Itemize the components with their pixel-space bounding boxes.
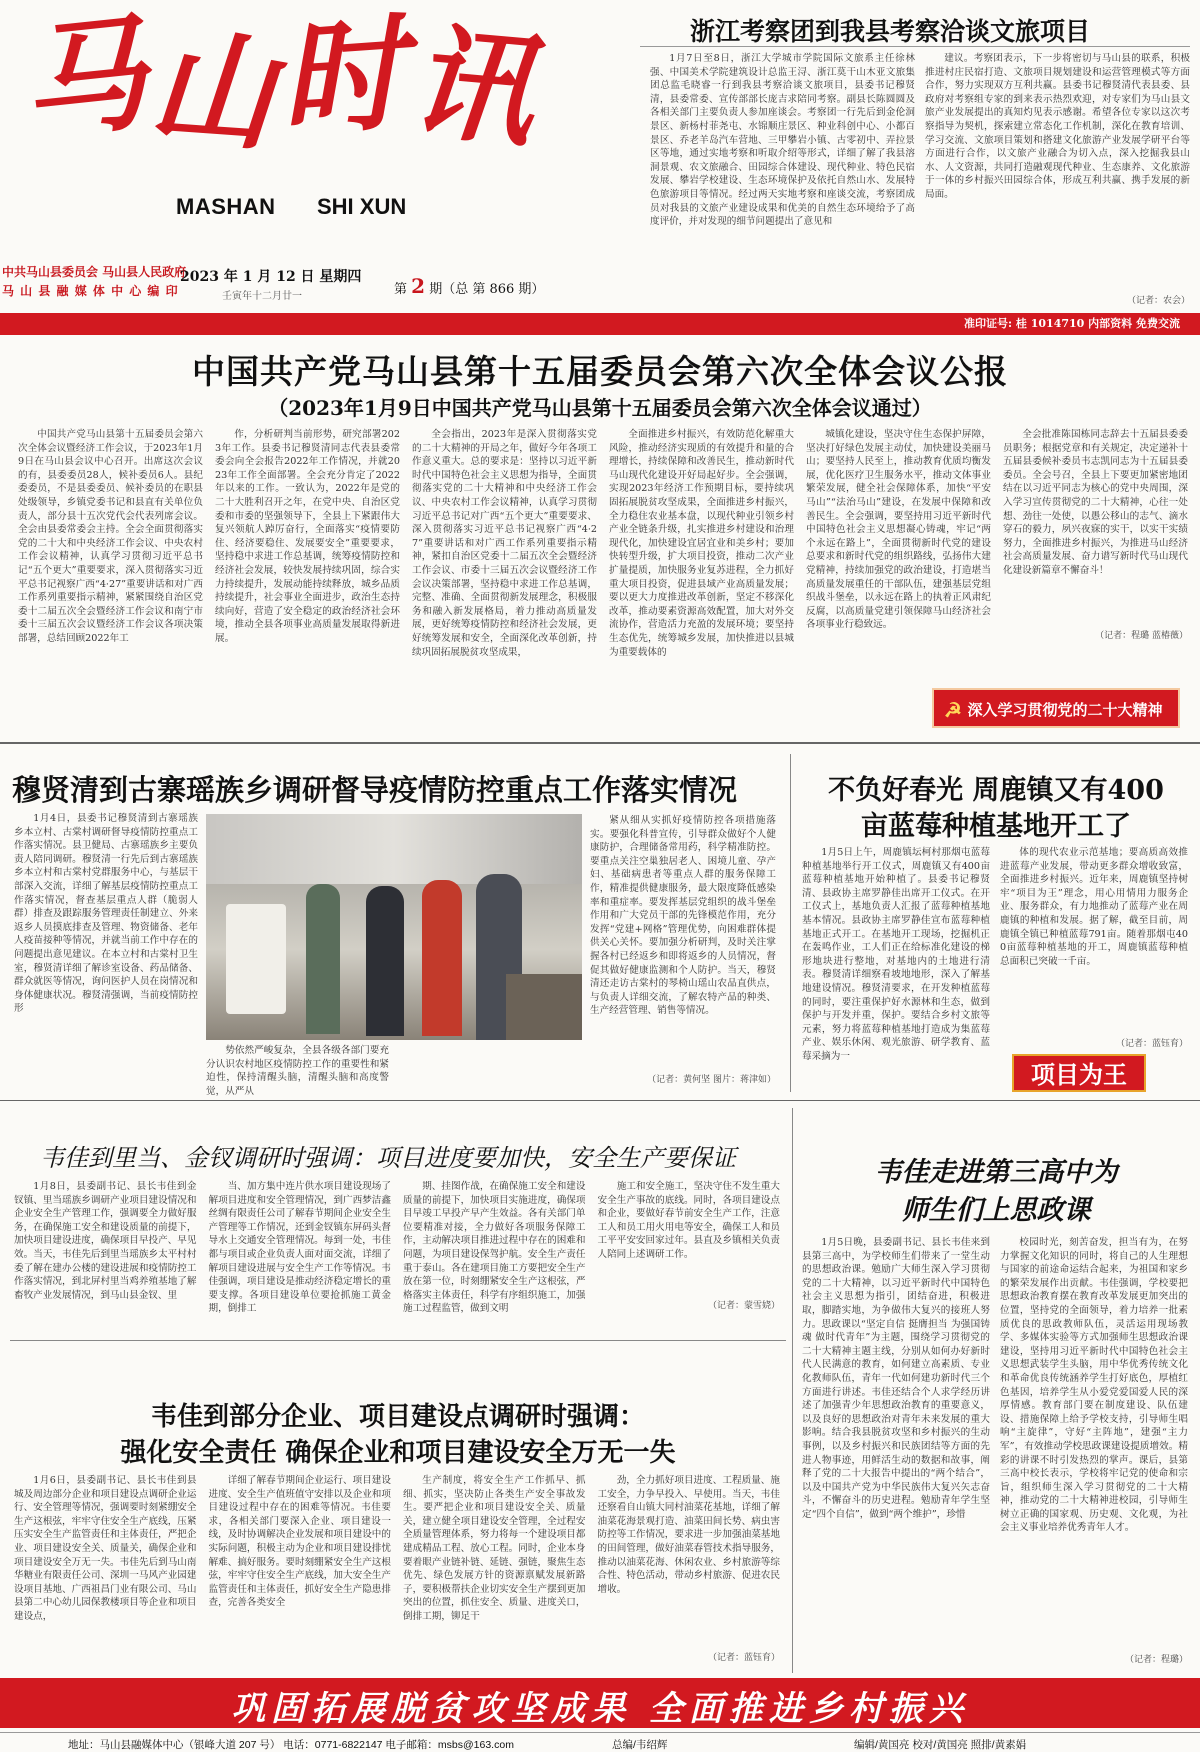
footer <box>0 1732 1200 1751</box>
main-story-subheadline: （2023年1月9日中国共产党马山县第十五届委员会第六次全体会议通过） <box>268 396 932 420</box>
top-story-credit: （记者：农会） <box>1126 296 1190 306</box>
issue-date: 2023 年 1 月 12 日 星期四 <box>180 269 362 285</box>
top-story-body <box>650 52 1190 306</box>
main-story-col: 全面推进乡村振兴，有效防范化解重大风险，推动经济实现质的有效提升和量的合理增长，持续保障和改善民生，推动新时代马山现代化建设开好局起好步。全会强调，实现2023年经济工作预期目标，要持续巩固拓展脱贫攻坚成果，全面推进乡村振兴，全力稳住农业基本盘，以现代种业引领乡村产业全链条升级，扎实推进乡村建设和治理现代化，加快建设宜居宜业和美乡村；要加快转型升级，扩大项目投资，推动二次产业扩量提质，加快服务业复苏进程，全力抓好重大项目投资，促进县域产业高质量发展；要以更大力度推进改革创新，坚定不移深化改革，推动要素资源高效配置，加大对外交流协作，营造活力充盈的发展环境；要坚持生态优先，统筹城乡发展，加快推进以县城为重要载体的 <box>609 429 794 658</box>
blueberry-story-col: 体的现代农业示范基地；要高质高效推进蓝莓产业发展，带动更多群众增收致富，全面推进乡村振兴。近年来，周鹿镇坚持树牢“项目为王”理念，用心用情用力服务企业、服务群众，有力地推动了蓝莓产业在周鹿镇的种植和发展。据了解，截至目前，周鹿镇全镇已种植蓝莓791亩。随着那烟屯400亩蓝莓种植基地的开工，周鹿镇蓝莓种植总面积已突破一千亩。 <box>1000 847 1188 967</box>
divider <box>0 742 1200 744</box>
epidemic-story-bottom <box>206 1044 582 1097</box>
footer-address: 地址：马山县融媒体中心（银峰大道 207 号） 电话：0771-6822147 电子邮箱：msbs@163.com <box>68 1739 514 1751</box>
issue-suffix: 期（总 第 866 期） <box>429 282 545 297</box>
safety-story-1-credit: （记者：蒙雪娆） <box>707 1301 780 1311</box>
safety-story-2-col: 劲，全力抓好项目进度、工程质量、施工安全，力争早投入、早使用。当天，韦佳还察看自山镇大同村油菜花基地，详细了解油菜花海景观打造、油菜田间长势、病虫害防控等工作情况，要求进一步加强油菜基地的田间管理，做好油菜春管技术指导服务，推动以油菜花海、休闲农业、乡村旅游等综合性、特色活动，带动乡村旅游、促进农民增收。 <box>597 1475 780 1595</box>
main-story-col: 全会指出，2023年是深入贯彻落实党的二十大精神的开局之年，做好今年各项工作意义重大。总的要求是：坚持以习近平新时代中国特色社会主义思想为指导，全面贯彻落实党的二十大精神和中央经济工作会议、中央农村工作会议精神，认真学习贯彻习近平总书记对广西“五个更大”重要要求、深入贯彻落实习近平总书记视察广西“4·27”重要讲话和对广西工作系列重要指示精神，紧扣自治区党委十二届五次全会暨经济工作会议、市委十三届五次会议暨经济工作会议决策部署，坚持稳中求进工作总基调，完整、准确、全面贯彻新发展理念，积极服务和融入新发展格局，着力推动高质量发展，更好统筹疫情防控和经济社会发展，更好统筹发展和安全，全面深化改革创新，持续巩固拓展脱贫攻坚成果， <box>412 429 597 658</box>
logo-char: 山 <box>145 14 279 169</box>
safety-story-1-col: 施工和安全施工，坚决守住不发生重大安全生产事故的底线。同时，各项目建设点和企业，要做好春节前安全生产工作，注意工人和员工用火用电等安全，确保工人和员工平平安安回家过年。县直及乡镇相关负责人陪同上述调研工作。 <box>597 1181 780 1260</box>
main-story-col: 全会批准陈国栋同志辞去十五届县委委员职务；根据党章和有关规定，决定递补十五届县委候补委员韦志凯同志为十五届县委委员。全会号召，全县上下要更加紧密地团结在以习近平同志为核心的党中央周围，深入学习宣传贯彻党的二十大精神，心往一处想、劲往一处使，以愚公移山的志气、滴水穿石的毅力，夙兴夜寐的实干，以实干实绩努力，全面推进乡村振兴，为推进马山经济社会高质量发展、奋力谱写新时代马山现代化建设新篇章不懈奋斗！ <box>1003 429 1188 576</box>
epidemic-story-col-cont <box>399 1044 582 1090</box>
epidemic-story-col: 1月4日，县委书记穆贤清到古寨瑶族乡本立村、古棠村调研督导疫情防控重点工作落实情况。县卫健局、古寨瑶族乡主要负责人陪同调研。穆贤清一行先后到古寨瑶族乡本立村和古棠村党群服务中心，与基层干部深入交流，详细了解基层疫情防控重点工作落实情况，督查基层重点人群（脆弱人群）排查及跟踪服务管理责任制建立、外来返乡人员摸底排查及管理、物资储备、老年人疫苗接种等情况，并就当前工作中存在的问题提出意见建议。在本立村和古棠村卫生室，穆贤清详细了解诊室设备、药品储备、群众就医等情况，询问医护人员在岗情况和身体健康状况。穆贤清强调，当前疫情防控形 <box>14 813 198 1015</box>
safety-story-1-col: 1月8日，县委副书记、县长韦佳到金钗镇、里当瑶族乡调研产业项目建设情况和企业安全生产管理工作，强调要全力做好服务，在确保施工安全和建设质量的前提下，加快项目建设进度，确保项目早投产、早见效。当天，韦佳先后到里当瑶族乡太平村村委了解在建办公楼的建设进展和疫情防控工作落实情况，到北屏村里当鸡养殖基地了解畜牧产业发展情况，到马山县金钗、里 <box>14 1181 197 1301</box>
badge-label: 深入学习贯彻党的二十大精神 <box>967 701 1163 719</box>
divider <box>10 1340 786 1341</box>
issue-prefix: 第 <box>394 282 408 297</box>
safety-story-2-headline-1: 韦佳到部分企业、项目建设点调研时强调： <box>150 1402 645 1432</box>
safety-story-2-headline-2: 强化安全责任 确保企业和项目建设安全万无一失 <box>120 1438 676 1468</box>
main-story-last-col <box>1003 428 1188 730</box>
photo-person <box>306 884 340 1034</box>
photo-desk <box>506 974 582 1040</box>
main-story-col: 中国共产党马山县第十五届委员会第六次全体会议暨经济工作会议，于2023年1月9日在马山县会议中心召开。出席这次会议的有，县委委员28人，候补委员6人。县纪委委员，不是县委委员、候补委员的在职县处级领导，乡镇党委书记和县直有关单位负责人，部分县十五次党代会代表列席会议。全会由县委常委会主持。全会全面贯彻落实党的二十大和中央经济工作会议、中央农村工作会议精神，认真学习贯彻习近平总书记“五个更大”重要要求，深入贯彻落实习近平总书记视察广西“4·27”重要讲话和对广西工作系列重要指示精神，紧紧围绕自治区党委十二届五次全会暨经济工作会议和南宁市委十三届五次会议暨经济工作会议各项决策部署，总结回顾2022年工 <box>18 429 203 644</box>
photo-person <box>366 886 404 1036</box>
lunar-date: 壬寅年十二月廿一 <box>222 291 302 302</box>
photo-person <box>422 880 462 1036</box>
issue-no: 2 <box>411 274 426 298</box>
school-headline-2: 师生们上思政课 <box>901 1195 1091 1226</box>
safety-story-1-headline: 韦佳到里当、金钗调研时强调：项目进度要加快，安全生产要保证 <box>40 1144 736 1172</box>
top-story-headline: 浙江考察团到我县考察洽谈文旅项目 <box>690 17 1091 46</box>
blueberry-story-col: 1月5日上午，周鹿镇坛柯村那烟屯蓝莓种植基地举行开工仪式，周鹿镇又有400亩蓝莓种植基地开始种植了。县委书记穆贤清、县政协主席罗静佳出席开工仪式。在开工仪式上，基地负责人汇报了蓝莓种植基地基本情况。县政协主席罗静佳宣布蓝莓种植基地正式开工。在基地开工现场，挖掘机正在轰鸣作业，工人们正在给标准化建设的梯形地块进行整地，对基地内的土地进行清表。穆贤清详细察看坡地地形，深入了解基地建设情况。穆贤清要求，在开发种植蓝莓的同时，要注重保护好水源林和生态，做到保护与开发并重，保护。要结合乡村文旅等元素，努力将蓝莓种植基地打造成为集蓝莓产业、娱乐休闲、观光旅游、研学教育、蓝莓采摘为一 <box>802 847 990 1062</box>
issue-number <box>394 274 544 298</box>
safety-story-1-body <box>14 1180 780 1320</box>
logo-char: 时 <box>275 0 409 155</box>
epidemic-story-col: 势依然严峻复杂，全县各级各部门要充分认识农村地区疫情防控工作的重要性和紧迫性，保持清醒头脑，清醒头脑和高度警觉，从严从 <box>206 1045 389 1097</box>
blueberry-story-credit: （记者：蓝钰育） <box>1115 1039 1188 1049</box>
main-story-col: 城镇化建设，坚决守住生态保护屏障，坚决打好绿色发展主动仗，加快建设美丽马山；要坚持人民至上，推动教育优质均衡发展，优化医疗卫生服务水平，推动文体事业繁荣发展，健全社会保障体系，加快“平安马山”“法治马山”建设，在发展中保障和改善民生。全会强调，要坚持用习近平新时代中国特色社会主义思想凝心铸魂，牢记“两个永远在路上”，全面贯彻新时代党的建设总要求和新时代党的组织路线，弘扬伟大建党精神，持续加强党的政治建设，打造堪当高质量发展重任的干部队伍，建强基层党组织战斗堡垒，以永远在路上的执着正风肃纪反腐，以高质量党建引领保障马山经济社会各项事业行稳致远。 <box>806 429 991 631</box>
epidemic-story-credit: （记者：黄何坚 图片：蒋津如） <box>647 1075 776 1085</box>
party-emblem-icon: ☭ <box>944 698 962 722</box>
party-congress-badge <box>932 688 1180 728</box>
top-story-col: 建议。考察团表示，下一步将密切与马山县的联系，积极推进村庄民宿打造、文旅项目规划建设和运营管理模式等方面合作，努力实现双方互利共赢。县委书记穆贤清代表县委、县政府对考察组专家的到来表示热烈欢迎，对专家们为马山县文旅产业发展提出的真知灼见表示感谢。希望各位专家以这次考察指导为契机，探索建立常态化工作机制，深化在教育培训、学习交流、文旅项目策划和搭建文化旅游产业发展学研平台等方面进行合作，以文旅产业融合为切入点，深入挖掘我县山水、人文资源，共同打造融观现代种业、生态康养、文化旅游于一体的乡村振兴田园综合体，形成互利共赢、携手发展的新局面。 <box>925 53 1190 200</box>
safety-story-2-col: 详细了解春节期间企业运行、项目建设进度、安全生产值班值守安排以及企业和项目建设过程中存在的困难等情况。韦佳要求，各相关部门要深入企业、项目建设一线，及时协调解决企业发展和项目建设中的实际问题，积极主动为企业和项目建设排忧解难、搞好服务。要时刻绷紧安全生产这根弦，牢牢守住安全生产底线，加大安全生产监管责任和主体责任，抓好安全生产隐患排查，完善各类安全 <box>208 1475 391 1609</box>
main-story-body <box>18 428 1188 730</box>
photo-wall <box>206 814 582 884</box>
divider <box>640 46 1190 47</box>
logo-char: 讯 <box>403 9 541 166</box>
main-story-headline: 中国共产党马山县第十五届委员会第六次全体会议公报 <box>192 352 1008 391</box>
bottom-slogan: 巩固拓展脱贫攻坚成果 全面推进乡村振兴 <box>231 1689 969 1729</box>
safety-story-1-col: 期、挂图作战，在确保施工安全和建设质量的前提下，加快项目实施进度，确保项目早竣工早投产早产生效益。各有关部门单位要精准对接，全力做好各项服务保障工作，主动解决项目推进过程中存在的困难和问题，为项目建设保驾护航。安全生产责任重于泰山。各在建项目施工方要把安全生产放在第一位，时刻绷紧安全生产这根弦，严格落实主体责任，科学有序组织施工，加强施工过程监管，做到文明 <box>403 1181 586 1315</box>
divider <box>0 1100 1200 1101</box>
blueberry-headline-1: 不负好春光 周鹿镇又有400 <box>828 775 1164 806</box>
masthead-pinyin-shixun: SHI XUN <box>317 194 407 219</box>
footer-chief-editor: 总编/韦绍辉 <box>612 1739 668 1751</box>
safety-story-2-col: 1月6日，县委副书记、县长韦佳到县城及周边部分企业和项目建设点调研企业运行、安全管理等情况，强调要时刻紧绷安全生产这根弦，牢牢守住安全生产底线，压紧压实安全生产监管责任和主体责任，严把企业、项目建设安全关、质量关，确保企业和项目建设安全万无一失。韦佳先后到马山南华糖业有限责任公司、深圳一马风产业园建设项目基地、广西祖昌门业有限公司、马山县第二中心幼儿园保教楼项目等企业和项目建设点， <box>14 1475 197 1622</box>
masthead-logo <box>14 0 542 169</box>
photo-cabinet <box>226 904 286 1014</box>
school-story-col: 1月5日晚，县委副书记、县长韦佳来到县第三高中，为学校师生们带来了一堂生动的思想政治课。勉励广大师生深入学习贯彻党的二十大精神，以习近平新时代中国特色社会主义思想为指引，团结奋进，积极进取，脚踏实地，为争做伟大复兴的接班人努力。思政课以“坚定自信 挺膺担当 为强国铸魂 做时代青年”为主题，围绕学习贯彻党的二十大精神主题主线，分别从如何办好新时代人民满意的教育，如何建立高素质、专业化教师队伍，青年一代如何建功新时代三个方面进行讲述。韦佳还结合个人求学经历讲述了加强青少年思想政治教育的重要意义，以及良好的思想政治对青年未来发展的重大影响。结合我县脱贫攻坚和乡村振兴的生动事例，以及乡村振兴和民族团结等方面的先进人物事迹，用鲜活生动的数据和故事，阐释了党的二十大报告中提出的“两个结合”，以及中国共产党为中华民族伟大复兴矢志奋斗，不懈奋斗的历史进程。勉励青年学生坚定“四个自信”，做到“两个维护”，珍惜 <box>802 1237 990 1520</box>
divider <box>790 754 791 1092</box>
footer-editors: 编辑/黄国亮 校对/黄国亮 照排/黄素娟 <box>854 1739 1027 1751</box>
school-headline-1: 韦佳走进第三高中为 <box>874 1157 1118 1188</box>
top-story-col: 1月7日至8日，浙江大学城市学院国际文旅系主任徐林强、中国美术学院建筑设计总监王浔、浙江莫干山木亚文旅集团总监毛晓睿一行到我县考察洽谈文旅项目，县委书记穆贤清，县委常委、宣传部部长庞吉求陪同考察。副县长陈圆圆及各相关部门主要负责人参加座谈会。考察团一行先后到金伦洞景区、新杨村菲尧屯、水锦顺庄景区、种业科创中心、小都百景区、乔老羊岛汽车营地、三甲攀岩小镇、古零初中、弄拉景区等地，通过实地考察和听取介绍等形式，详细了解了我县溶洞景观、农文旅融合、田园综合体建设、现代种业、特色民宿发展、攀岩学校建设、生态环境保护及依托自然山水、发展特色旅游项目等情况。经过两天实地考察和座谈交流，考察团成员对我县的文旅产业建设成果和优美的自然生态环境给予了高度评价，并对发现的细节问题提出了意见和 <box>650 53 915 228</box>
safety-story-2-credit: （记者：蓝钰育） <box>707 1653 780 1663</box>
masthead-pinyin-mashan: MASHAN <box>176 194 276 219</box>
main-story-col: 作，分析研判当前形势，研究部署2023年工作。县委书记穆贤清同志代表县委常委会向全会报告2022年工作情况，并就2023年工作全面部署。全会充分肯定了2022年以来的工作。一致认为，2022年是党的二十大胜利召开之年，在党中央、自治区党委和市委的坚强领导下，全县上下紧跟伟大复兴领航人踔厉奋行，全面落实“疫情要防住、经济要稳住、发展要安全”重要要求，坚持稳中求进工作总基调，统筹疫情防控和经济社会发展，较快发展持续巩固，综合实力持续提升，发展动能持续释放，城乡品质持续提升，社会事业全面进步，政治生态持续向好，营造了安全稳定的政治经济社会环境，推动全县各项事业高质量发展取得新进展。 <box>215 429 400 644</box>
blueberry-headline-2: 亩蓝莓种植基地开工了 <box>861 811 1131 842</box>
school-story-credit: （记者：程璐） <box>1124 1655 1188 1665</box>
project-first-badge: 项目为王 <box>1012 1054 1146 1092</box>
epidemic-story-headline: 穆贤清到古寨瑶族乡调研督导疫情防控重点工作落实情况 <box>12 773 738 807</box>
logo-char: 马 <box>14 0 154 159</box>
school-story-col: 校园时光，刻苦奋发，担当有为，在努力掌握文化知识的同时，将自己的人生理想与国家的前途命运结合起来，为祖国和家乡的繁荣发展作出贡献。韦佳强调，学校要把思想政治教育摆在教育改革发展更加突出的位置，坚持党的全面领导，着力培养一批素质优良的思政教师队伍，灵活运用现场教学、多媒体实验等方式加强师生思想政治课建设，坚持用习近平新时代中国特色社会主义思想武装学生头脑，用中华优秀传统文化和革命优良传统涵养学生打好底色，厚植红色基因，培养学生从小爱党爱国爱人民的深厚情感。教育部门要在制度建设、队伍建设、措施保障上给予学校支持，引导师生唱响“主旋律”，守好“主阵地”，建强“主力军”，有效推动学校思政课建设提质增效。精彩的讲课不时引发热烈的掌声。课后，县第三高中校长表示，学校将牢记党的使命和宗旨，组织师生深入学习贯彻党的二十大精神，推动党的二十大精神进校园，引导师生树立正确的国家观、历史观、文化观，为社会主义事业培养优秀青年人才。 <box>1000 1237 1188 1534</box>
safety-story-2-col: 生产制度，将安全生产工作抓早、抓细、抓实，坚决防止各类生产安全事故发生。要严把企业和项目建设安全关、质量关，建立健全项目建设安全管理，全过程安全质量管理体系，努力将每一个建设项目都建成精品工程、放心工程。同时，企业本身要着眼产业链补链、延链、强链，聚焦生态优先、绿色发展方针的资源禀赋发展新路子，要积极帮扶企业切实安全生产摆到更加突出的位置，抓住安全、质量、进度关口，倒排工期，铆足干 <box>403 1475 586 1622</box>
safety-story-2-body <box>14 1474 780 1672</box>
divider <box>792 1108 793 1673</box>
safety-story-1-col: 当、加方集中连片供水项目建设现场了解项目进度和安全管理情况，到广西梦洁鑫丝绸有限责任公司了解春节期间企业安全生产管理等工作情况，还到金钗镇东屏码头督导水上交通安全管理情况。每到一处，韦佳都与项目或企业负责人面对面交流，详细了解项目建设进展与安全生产工作等情况。韦佳强调，项目建设是推动经济稳定增长的重要支撑。各项目建设单位要抢抓施工黄金期，倒排工 <box>208 1181 391 1315</box>
permit-number: 准印证号: 桂 1014710 内部资料 免费交流 <box>964 317 1180 330</box>
publisher-line: 中共马山县委员会 马山县人民政府 <box>2 265 187 279</box>
main-story-credit: （记者：程璐 蓝椿薇） <box>1095 631 1188 641</box>
epidemic-story-col: 紧从细从实抓好疫情防控各项措施落实。要强化科普宣传，引导群众做好个人健康防护，合理储备常用药，科学精准防控。要重点关注空巢独居老人、困境儿童、孕产妇、基础病患者等重点人群的服务保障工作，精准提供健康服务，最大限度降低感染率和重症率。要发挥基层党组织的战斗堡垒作用和广大党员干部的先锋模范作用，充分发挥“党建+网格”管理优势，向困难群体提供关心关怀。要加强分析研判，及时关注掌握各村已经返乡和即将返乡的人员情况，督促其做好健康监测和个人防护。当天，穆贤清还走访古棠村的琴椅山瑶山农品直供点，与负责人详细交流，了解农特产品的种类、生产经营管理、销售等情况。 <box>590 815 776 1017</box>
epidemic-photo <box>206 814 582 1040</box>
editor-line: 马 山 县 融 媒 体 中 心 编 印 <box>2 284 179 298</box>
school-story-body <box>802 1236 1188 1672</box>
